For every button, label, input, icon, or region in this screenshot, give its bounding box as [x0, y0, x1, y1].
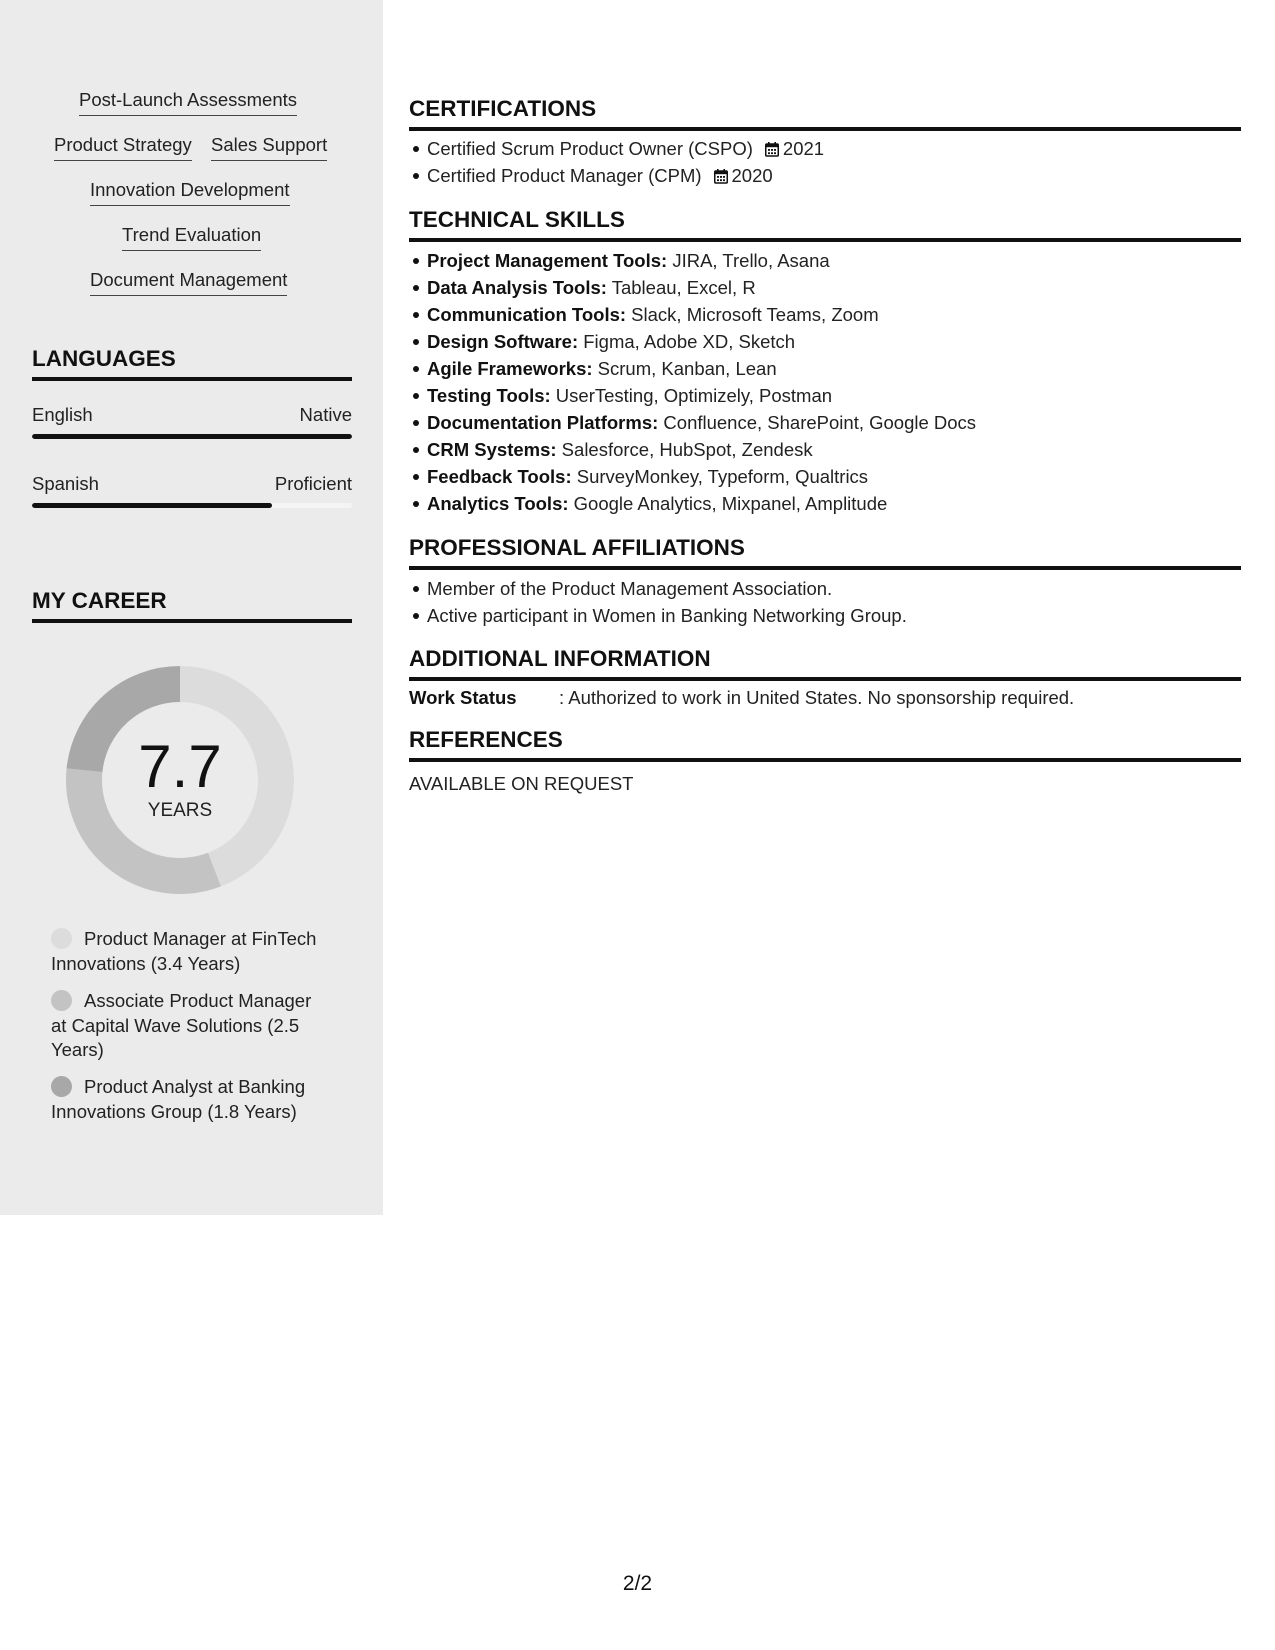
career-total-value: 7.7 — [138, 733, 222, 800]
certification-item — [427, 135, 1259, 162]
career-legend-label: Product Analyst at Banking Innovations Group (1.8 Years) — [51, 1076, 306, 1122]
technical-skill-value: SurveyMonkey, Typeform, Qualtrics — [571, 466, 869, 487]
certification-name: Certified Product Manager (CPM) — [427, 165, 702, 186]
technical-skill-value: Confluence, SharePoint, Google Docs — [658, 412, 977, 433]
certification-name: Certified Scrum Product Owner (CSPO) — [427, 138, 753, 159]
language-name: English — [32, 404, 93, 425]
references-heading: REFERENCES — [409, 726, 1241, 762]
technical-skill-value: Tableau, Excel, R — [606, 277, 756, 298]
technical-skill-label: Testing Tools: — [427, 385, 551, 406]
language-level: Native — [299, 404, 352, 425]
technical-skill-item — [427, 247, 1259, 274]
career-total-unit: YEARS — [147, 800, 213, 821]
skill-tag: Product Strategy — [54, 133, 192, 161]
career-legend-label: Associate Product Manager at Capital Wave Solutions (2.5 Years) — [51, 990, 312, 1060]
career-legend-item — [51, 927, 331, 976]
language-bar-fill — [32, 503, 272, 508]
technical-skill-item — [427, 328, 1259, 355]
language-bar — [32, 434, 352, 439]
technical-skills-list — [409, 247, 1259, 517]
technical-skill-item — [427, 490, 1259, 517]
technical-skill-value: Slack, Microsoft Teams, Zoom — [626, 304, 879, 325]
technical-skill-item — [427, 436, 1259, 463]
technical-skill-label: Data Analysis Tools: — [427, 277, 607, 298]
page-number: 2/2 — [622, 1572, 653, 1595]
skill-tag: Trend Evaluation — [122, 223, 261, 251]
technical-skill-label: Agile Frameworks: — [427, 358, 593, 379]
affiliation-item: Member of the Product Management Association. — [427, 575, 1259, 602]
calendar-icon — [714, 169, 728, 184]
certifications-list — [409, 135, 1259, 189]
skill-tag: Innovation Development — [90, 178, 290, 206]
technical-skill-label: Analytics Tools: — [427, 493, 569, 514]
technical-skill-item — [427, 463, 1259, 490]
technical-skills-heading: TECHNICAL SKILLS — [409, 206, 1241, 242]
language-name: Spanish — [32, 473, 99, 494]
language-level: Proficient — [274, 473, 352, 494]
legend-dot-icon — [51, 1076, 72, 1097]
technical-skill-value: Scrum, Kanban, Lean — [592, 358, 777, 379]
technical-skill-value: Salesforce, HubSpot, Zendesk — [556, 439, 813, 460]
language-bar — [32, 503, 352, 508]
affiliations-list — [409, 575, 1259, 629]
legend-dot-icon — [51, 990, 72, 1011]
legend-dot-icon — [51, 928, 72, 949]
work-status-row — [409, 686, 1241, 710]
technical-skill-value: UserTesting, Optimizely, Postman — [550, 385, 833, 406]
career-legend-label: Product Manager at FinTech Innovations (3.4 Years) — [51, 928, 317, 974]
technical-skill-item — [427, 409, 1259, 436]
certifications-heading: CERTIFICATIONS — [409, 95, 1241, 131]
languages-heading: LANGUAGES — [32, 345, 352, 381]
skill-tag: Post-Launch Assessments — [79, 88, 297, 116]
technical-skill-label: CRM Systems: — [427, 439, 557, 460]
technical-skill-item — [427, 301, 1259, 328]
career-legend-item — [51, 1075, 331, 1124]
work-status-value: : Authorized to work in United States. No sponsorship required. — [559, 687, 1075, 708]
skill-tag: Sales Support — [211, 133, 327, 161]
technical-skill-label: Design Software: — [427, 331, 579, 352]
technical-skill-value: Figma, Adobe XD, Sketch — [578, 331, 796, 352]
technical-skill-label: Feedback Tools: — [427, 466, 572, 487]
technical-skill-value: Google Analytics, Mixpanel, Amplitude — [568, 493, 888, 514]
certification-item — [427, 162, 1259, 189]
career-legend-item — [51, 989, 331, 1063]
calendar-icon — [765, 142, 779, 157]
affiliation-item: Active participant in Women in Banking Networking Group. — [427, 602, 1259, 629]
certification-year: 2021 — [782, 138, 825, 159]
technical-skill-item — [427, 274, 1259, 301]
career-heading: MY CAREER — [32, 587, 352, 623]
references-text: AVAILABLE ON REQUEST — [409, 773, 634, 794]
affiliations-heading: PROFESSIONAL AFFILIATIONS — [409, 534, 1241, 570]
additional-info-heading: ADDITIONAL INFORMATION — [409, 645, 1241, 681]
language-bar-fill — [32, 434, 352, 439]
technical-skill-item — [427, 355, 1259, 382]
work-status-label: Work Status — [409, 687, 517, 708]
sidebar — [0, 0, 383, 1215]
technical-skill-item — [427, 382, 1259, 409]
career-donut-chart — [65, 665, 295, 895]
technical-skill-label: Communication Tools: — [427, 304, 627, 325]
technical-skill-value: JIRA, Trello, Asana — [667, 250, 830, 271]
technical-skill-label: Project Management Tools: — [427, 250, 668, 271]
technical-skill-label: Documentation Platforms: — [427, 412, 659, 433]
certification-year: 2020 — [731, 165, 773, 186]
skill-tag: Document Management — [90, 268, 287, 296]
donut-center — [65, 665, 295, 895]
